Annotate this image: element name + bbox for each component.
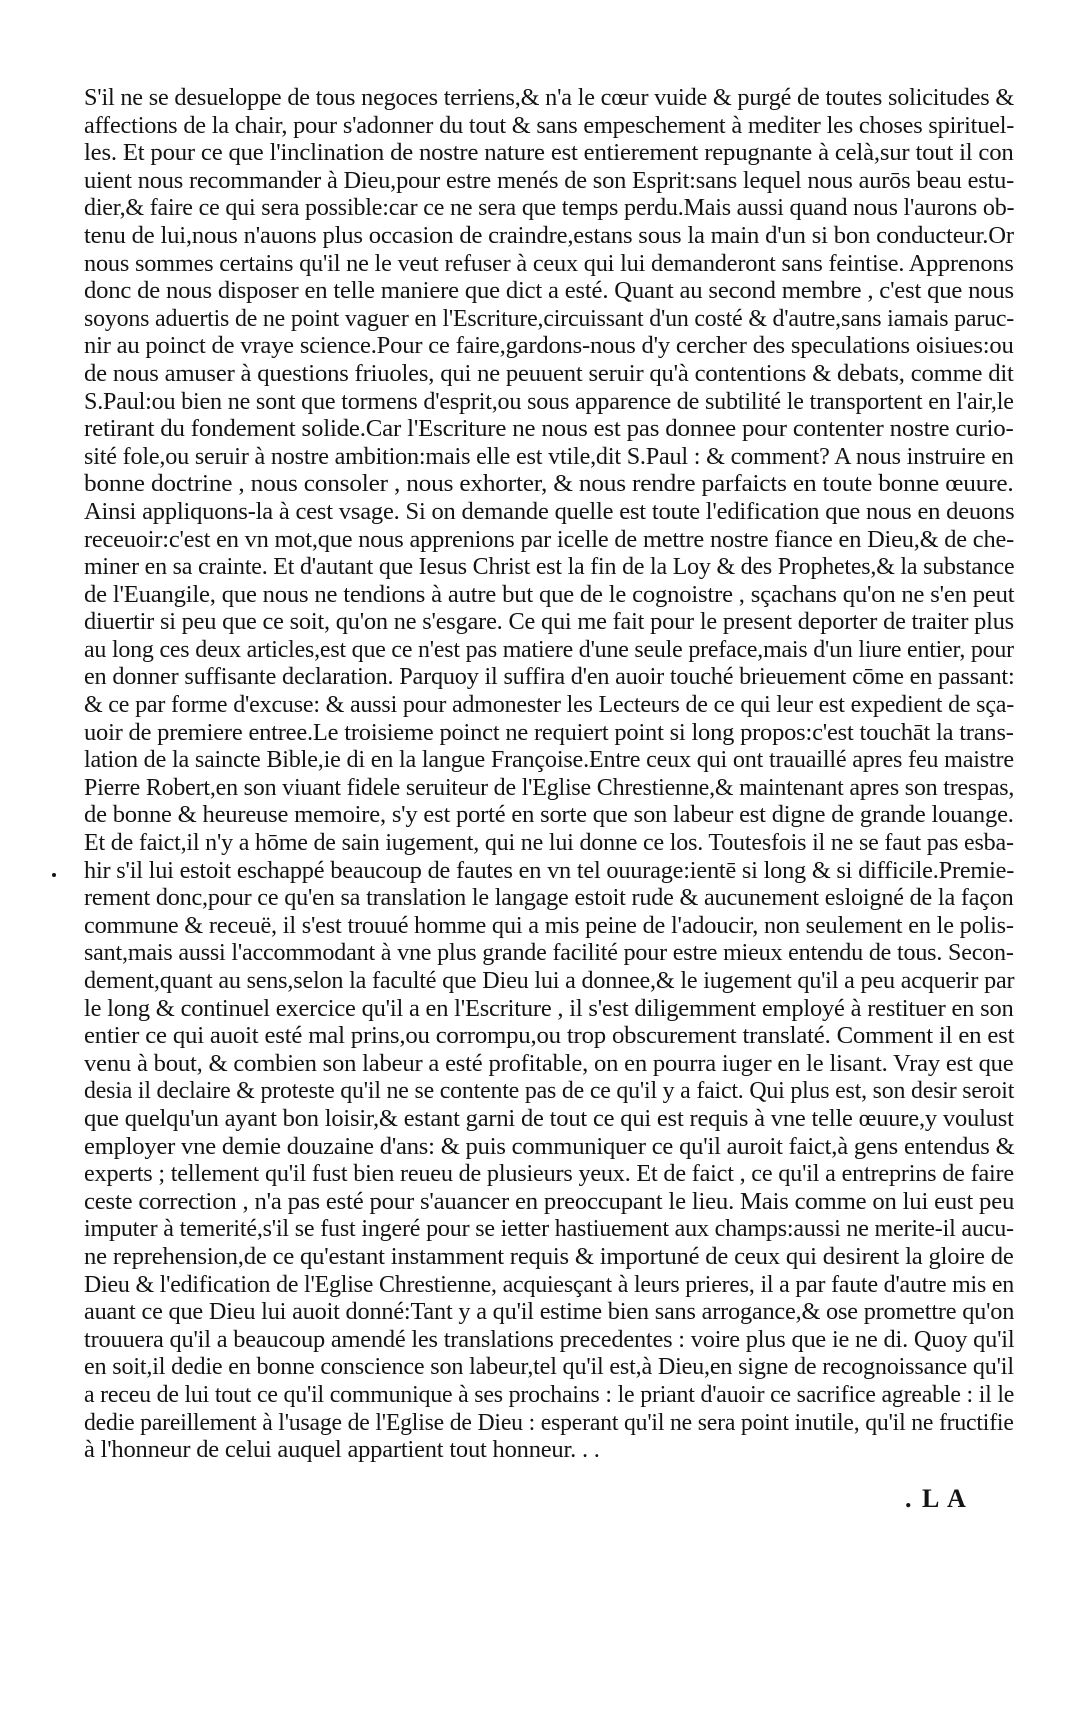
text-line: que quelqu'un ayant bon loisir,& estant garni de tout ce qui est requis à vne telle œuure,y voulust: [84, 1104, 1014, 1132]
text-line: & ce par forme d'excuse: & aussi pour admonester les Lecteurs de ce qui leur est expedient de sça-: [84, 691, 1015, 719]
text-line: le long & continuel exercice qu'il a en l'Escriture , il s'est diligemment employé à restituer en son: [84, 994, 1014, 1022]
text-line: S.Paul:ou bien ne sont que tormens d'esprit,ou sous apparence de subtilité le transportent en l'air,le: [84, 387, 1014, 415]
text-line: Pierre Robert,en son viuant fidele seruiteur de l'Eglise Chrestienne,& maintenant apres son trespas,: [84, 773, 1015, 801]
body-text: [84, 84, 1014, 1464]
text-line: desia il declaire & proteste qu'il ne se contente pas de ce qu'il y a faict. Qui plus est, son desir seroit: [84, 1077, 1015, 1105]
text-line: nous sommes certains qu'il ne le veut refuser à ceux qui lui demanderont sans feintise. Apprenons: [84, 249, 1014, 277]
text-line: dedie pareillement à l'usage de l'Eglise de Dieu : esperant qu'il ne sera point inutile, qu'il ne fructifie: [84, 1408, 1014, 1436]
text-line: dement,quant au sens,selon la faculté que Dieu lui a donnee,& le iugement qu'il a peu acquerir par: [84, 967, 1015, 994]
catchword: . L A: [905, 1484, 968, 1513]
text-line: à l'honneur de celui auquel appartient tout honneur. . .: [84, 1436, 600, 1464]
text-line: en soit,il dedie en bonne conscience son labeur,tel qu'il est,à Dieu,en signe de recognoissance qu'il: [84, 1353, 1014, 1381]
text-line: imputer à temerité,s'il se fust ingeré pour se ietter hastiuement aux champs:aussi ne merite-il aucu-: [84, 1215, 1014, 1243]
text-line: soyons aduertis de ne point vaguer en l'Escriture,circuissant d'un costé & d'autre,sans iamais paruc-: [84, 304, 1015, 332]
text-line: de nous amuser à questions friuoles, qui ne peuuent seruir qu'à contentions & debats, comme dit: [84, 359, 1014, 387]
text-line: les. Et pour ce que l'inclination de nostre nature est entierement repugnante à celà,sur tout il con: [84, 139, 1014, 167]
text-line: lation de la saincte Bible,ie di en la langue Françoise.Entre ceux qui ont trauaillé apres feu maistre: [84, 746, 1014, 774]
text-line: de l'Euangile, que nous ne tendions à autre but que de le cognoistre , sçachans qu'on ne s'en peut: [84, 580, 1015, 608]
text-line: sité fole,ou seruir à nostre ambition:mais elle est vtile,dit S.Paul : & comment? A nous instruire en: [84, 442, 1014, 470]
text-line: donc de nous disposer en telle maniere que dict a esté. Quant au second membre , c'est que nous: [84, 277, 1014, 305]
text-line: Ainsi appliquons-la à cest vsage. Si on demande quelle est toute l'edification que nous en deuons: [84, 497, 1015, 525]
text-line: rement donc,pour ce qu'en sa translation le langage estoit rude & aucunement esloigné de la façon: [84, 884, 1014, 912]
text-line: en donner suffisante declaration. Parquoy il suffira d'en auoir touché brieuement cōme en passant:: [84, 663, 1015, 691]
text-line: dier,& faire ce qui sera possible:car ce ne sera que temps perdu.Mais aussi quand nous l'aurons ob-: [84, 194, 1015, 222]
text-line: affections de la chair, pour s'adonner du tout & sans empeschement à mediter les choses spirituel-: [84, 111, 1015, 139]
text-line: au long ces deux articles,est que ce n'est pas matiere d'une seule preface,mais d'un liure entier, pour: [84, 635, 1014, 663]
text-line: de bonne & heureuse memoire, s'y est porté en sorte que son labeur est digne de grande louange.: [84, 801, 1014, 829]
text-line: uoir de premiere entree.Le troisieme poinct ne requiert point si long propos:c'est touchāt la trans-: [84, 718, 1014, 746]
text-line: nir au poinct de vraye science.Pour ce faire,gardons-nous d'y cercher des speculations oisiues:ou: [84, 332, 1014, 360]
text-line: bonne doctrine , nous consoler , nous exhorter, & nous rendre parfaicts en toute bonne œuure.: [84, 470, 1014, 498]
text-line: Et de faict,il n'y a hōme de sain iugement, qui ne lui donne ce los. Toutesfois il ne se faut pas esba-: [84, 829, 1014, 857]
text-line: uient nous recommander à Dieu,pour estre menés de son Esprit:sans lequel nous aurōs beau estu-: [84, 166, 1015, 194]
text-line: a receu de lui tout ce qu'il communique à ses prochains : le priant d'auoir ce sacrifice agreable : il le: [84, 1380, 1015, 1408]
text-line: sant,mais aussi l'accommodant à vne plus grande facilité pour estre mieux entendu de tous. Secon-: [84, 939, 1014, 967]
ink-mark: [52, 873, 56, 877]
text-line: S'il ne se desueloppe de tous negoces terriens,& n'a le cœur vuide & purgé de toutes solicitudes &: [84, 84, 1015, 111]
text-line: tenu de lui,nous n'auons plus occasion de craindre,estans sous la main d'un si bon conducteur.Or: [84, 221, 1014, 249]
text-line: Dieu & l'edification de l'Eglise Chrestienne, acquiesçant à leurs prieres, il a par faute d'autre mis en: [84, 1270, 1015, 1298]
text-line: entier ce qui auoit esté mal prins,ou corrompu,ou trop obscurement translaté. Comment il en est: [84, 1022, 1015, 1050]
text-line: hir s'il lui estoit eschappé beaucoup de fautes en vn tel ouurage:ientē si long & si difficile.Premie-: [84, 856, 1015, 884]
text-line: receuoir:c'est en vn mot,que nous apprenions par icelle de mettre nostre fiance en Dieu,& de che-: [84, 525, 1014, 553]
text-line: retirant du fondement solide.Car l'Escriture ne nous est pas donnee pour contenter nostre curio-: [84, 415, 1014, 443]
text-line: miner en sa crainte. Et d'autant que Iesus Christ est la fin de la Loy & des Prophetes,& la substance: [84, 553, 1015, 581]
text-line: trouuera qu'il a beaucoup amendé les translations precedentes : voire plus que ie ne di. Quoy qu'il: [84, 1325, 1015, 1353]
text-line: experts ; tellement qu'il fust bien reueu de plusieurs yeux. Et de faict , ce qu'il a entreprins de faire: [84, 1160, 1014, 1188]
text-line: auant ce que Dieu lui auoit donné:Tant y a qu'il estime bien sans arrogance,& ose promettre qu'on: [84, 1298, 1015, 1326]
text-line: venu à bout, & combien son labeur a esté profitable, on en pourra iuger en le lisant. Vray est que: [84, 1049, 1014, 1077]
text-line: commune & receuë, il s'est trouué homme qui a mis peine de l'adoucir, non seulement en le polis-: [84, 911, 1014, 939]
text-line: employer vne demie douzaine d'ans: & puis communiquer ce qu'il auroit faict,à gens entendus &: [84, 1132, 1015, 1160]
text-line: ne reprehension,de ce qu'estant instamment requis & importuné de ceux qui desirent la gloire de: [84, 1242, 1014, 1270]
text-line: diuertir si peu que ce soit, qu'on ne s'esgare. Ce qui me fait pour le present deporter de traiter plus: [84, 608, 1014, 636]
text-line: ceste correction , n'a pas esté pour s'auancer en preoccupant le lieu. Mais comme on lui eust peu: [84, 1187, 1015, 1215]
